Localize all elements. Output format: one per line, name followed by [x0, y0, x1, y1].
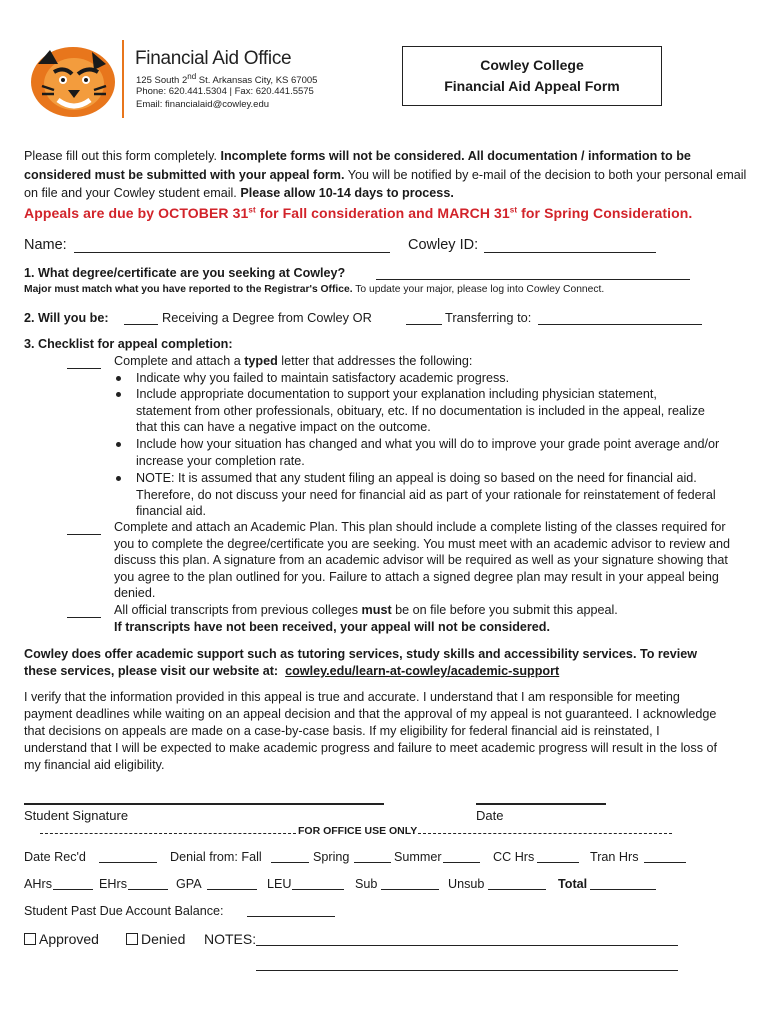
q2-label: 2. Will you be: — [24, 311, 109, 325]
office-divider-left — [40, 833, 296, 834]
approved-checkbox[interactable]: Approved — [24, 931, 99, 947]
cc-hrs-label: CC Hrs — [493, 850, 535, 864]
bullet-item-4: NOTE: It is assumed that any student filing an appeal is doing so based on the need for financial aid. Therefore, do not discuss your need for financial aid as part of your rationale for reinstatement of federal financial aid. — [136, 471, 716, 519]
checkbox-icon — [24, 933, 36, 945]
unsub-field[interactable] — [488, 889, 546, 890]
form-title-box — [402, 46, 662, 106]
total-label: Total — [558, 877, 588, 891]
date-field[interactable] — [476, 803, 606, 805]
office-address: 125 South 2nd St. Arkansas City, KS 67005 — [136, 72, 318, 87]
transfer-school-field[interactable] — [538, 324, 702, 325]
denial-fall-label: Denial from: Fall — [170, 850, 262, 864]
form-title-college: Cowley College — [480, 57, 584, 73]
q1-note: Major must match what you have reported to the Registrar's Office. To update your major, please log into Cowley Connect. — [24, 284, 605, 295]
total-field[interactable] — [590, 889, 656, 890]
cowley-id-label: Cowley ID: — [408, 237, 479, 253]
q2-option-degree: Receiving a Degree from Cowley OR — [162, 310, 372, 325]
bullet-icon — [116, 376, 121, 381]
ahrs-label: AHrs — [24, 877, 52, 891]
checklist-item2-blank[interactable] — [67, 534, 101, 535]
date-recd-label: Date Rec'd — [24, 850, 86, 864]
date-recd-field[interactable] — [99, 862, 157, 863]
past-due-label: Student Past Due Account Balance: — [24, 904, 224, 918]
office-divider-right — [418, 833, 672, 834]
leu-label: LEU — [267, 877, 292, 891]
ahrs-field[interactable] — [53, 889, 93, 890]
notes-label: NOTES: — [204, 931, 257, 947]
deadline-notice: Appeals are due by OCTOBER 31st for Fall consideration and MARCH 31st for Spring Consideration. — [24, 205, 693, 221]
denial-spring-label: Spring — [313, 850, 350, 864]
checklist-item3-blank[interactable] — [67, 617, 101, 618]
checklist-item2: Complete and attach an Academic Plan. This plan should include a complete listing of the classes required for you to complete the degree/certificate you are seeking. You must meet with an academic advisor to review and discuss this plan. A signature from an academic advisor will be required as well as your signature showing that you agree to the plan outlined for you. Failure to attach a signed degree plan may result in your appeal being denied. — [114, 520, 731, 601]
bullet-item-1: Indicate why you failed to maintain satisfactory academic progress. — [136, 371, 510, 385]
student-signature-label: Student Signature — [24, 808, 129, 823]
checkbox-icon — [126, 933, 138, 945]
unsub-label: Unsub — [448, 877, 485, 891]
denial-fall-field[interactable] — [271, 862, 309, 863]
academic-support-link[interactable]: cowley.edu/learn-at-cowley/academic-support — [285, 664, 560, 678]
bullet-icon — [116, 442, 121, 447]
gpa-label: GPA — [176, 877, 202, 891]
cowley-tiger-logo — [28, 42, 118, 120]
name-field[interactable] — [74, 252, 390, 253]
q1-degree-question: 1. What degree/certificate are you seeking at Cowley? — [24, 266, 346, 280]
office-title: Financial Aid Office — [135, 48, 292, 69]
office-use-label: FOR OFFICE USE ONLY — [298, 825, 418, 837]
bullet-item-3: Include how your situation has changed and what you will do to improve your grade point average and/or increase your completion rate. — [136, 437, 720, 468]
denial-summer-label: Summer — [394, 850, 442, 864]
checklist-item3: All official transcripts from previous colleges must be on file before you submit this appeal. — [114, 603, 618, 617]
tran-hrs-label: Tran Hrs — [590, 850, 639, 864]
bullet-item-2: Include appropriate documentation to support your explanation including physician statement, statement from other professionals, obituary, etc. If no documentation is included in the appeal, realize that this can have a negative impact on the outcome. — [136, 387, 705, 435]
checklist-item1: Complete and attach a typed letter that addresses the following: — [114, 354, 473, 368]
ehrs-field[interactable] — [128, 889, 168, 890]
checklist-item1-blank[interactable] — [67, 368, 101, 369]
bullet-icon — [116, 476, 121, 481]
cowley-id-field[interactable] — [484, 252, 656, 253]
form-title-name: Financial Aid Appeal Form — [444, 78, 620, 94]
header-divider — [122, 40, 124, 118]
denial-spring-field[interactable] — [354, 862, 391, 863]
cc-hrs-field[interactable] — [537, 862, 579, 863]
sub-field[interactable] — [381, 889, 439, 890]
checklist-heading: 3. Checklist for appeal completion: — [24, 337, 233, 351]
student-signature-field[interactable] — [24, 803, 384, 805]
office-phone-fax: Phone: 620.441.5304 | Fax: 620.441.5575 — [136, 86, 314, 97]
date-label: Date — [476, 808, 504, 823]
transfer-option-blank[interactable] — [406, 324, 442, 325]
notes-field-line-1[interactable] — [256, 945, 678, 946]
intro-paragraph: Please fill out this form completely. Incomplete forms will not be considered. All documentation / information to be considered must be submitted with your appeal form. You will be notified by e-mail of the decision to both your personal email on file and your Cowley student email. Please allow 10-14 days to process. — [24, 149, 747, 200]
q2-option-transfer: Transferring to: — [445, 310, 532, 325]
support-paragraph: Cowley does offer academic support such as tutoring services, study skills and accessibility services. To review these services, please visit our website at: cowley.edu/learn-at-cowley/academic-support — [24, 647, 698, 678]
gpa-field[interactable] — [207, 889, 257, 890]
tran-hrs-field[interactable] — [644, 862, 686, 863]
past-due-field[interactable] — [247, 916, 335, 917]
verification-statement: I verify that the information provided in this appeal is true and accurate. I understand that I am responsible for meeting payment deadlines while waiting on an appeal decision and that the approval of my appeal is not guaranteed. I acknowledge that decisions on appeals are made on a case-by-case basis. If my eligibility for federal financial aid is reinstated, I understand that I will be expected to make academic progress and failure to meet academic progress will result in the loss of my financial aid eligibility. — [24, 690, 718, 772]
name-label: Name: — [24, 237, 67, 253]
degree-option-blank[interactable] — [124, 324, 158, 325]
denial-summer-field[interactable] — [443, 862, 480, 863]
leu-field[interactable] — [292, 889, 344, 890]
ehrs-label: EHrs — [99, 877, 127, 891]
degree-field[interactable] — [376, 279, 690, 280]
office-email: Email: financialaid@cowley.edu — [136, 99, 270, 110]
denied-checkbox[interactable]: Denied — [126, 931, 185, 947]
sub-label: Sub — [355, 877, 378, 891]
notes-field-line-2[interactable] — [256, 970, 678, 971]
checklist-item3-warning: If transcripts have not been received, your appeal will not be considered. — [114, 620, 551, 634]
bullet-icon — [116, 392, 121, 397]
